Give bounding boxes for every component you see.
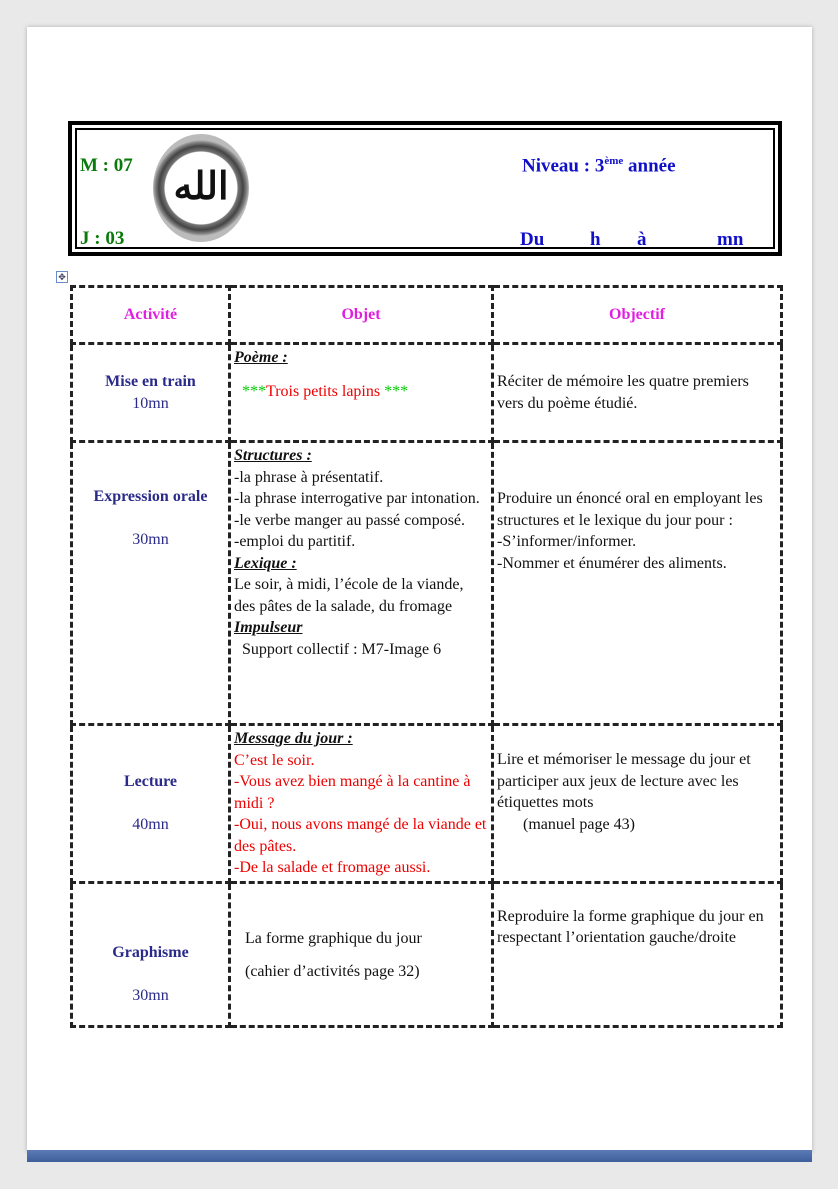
structures-title: Structures : <box>234 447 312 464</box>
header-box <box>68 121 782 256</box>
header-objet: Objet <box>230 287 493 344</box>
lexique-title: Lexique : <box>234 554 297 572</box>
header-objectif: Objectif <box>493 287 782 344</box>
message-line: -Vous avez bien mangé à la cantine à midi ? <box>234 773 471 812</box>
objet-cell <box>230 344 493 442</box>
level <box>522 155 676 177</box>
objectif-text: Reproduire la forme graphique du jour en respectant l’orientation gauche/droite <box>497 907 764 946</box>
objectif-item: -S’informer/informer. <box>497 533 637 550</box>
objet-line: (cahier d’activités page 32) <box>245 963 420 980</box>
objectif-cell <box>493 882 782 1026</box>
activity-name: Expression orale <box>93 487 208 505</box>
impulseur-text: Support collectif : M7-Image 6 <box>242 640 442 658</box>
calligraphy-logo <box>153 134 249 242</box>
objectif-text: Lire et mémoriser le message du jour et participer aux jeux de lecture avec les étiquettes mots <box>497 751 751 811</box>
objectif-cell <box>493 442 782 725</box>
table-header-row <box>72 287 782 344</box>
objet-cell <box>230 442 493 725</box>
activity-name: Graphisme <box>112 943 189 961</box>
time-mn: mn <box>717 229 744 250</box>
objectif-cell <box>493 725 782 883</box>
table-row <box>72 725 782 883</box>
objet-title: Poème : <box>234 349 288 366</box>
activity-duration: 10mn <box>132 394 169 412</box>
structure-item: -la phrase interrogative par intonation. <box>234 490 480 507</box>
message-line: C’est le soir. <box>234 751 315 769</box>
objet-line: La forme graphique du jour <box>245 929 422 947</box>
impulseur-title: Impulseur <box>234 619 303 636</box>
objet-cell <box>230 725 493 883</box>
table-row <box>72 882 782 1026</box>
level-suffix: année <box>623 155 676 177</box>
activity-cell <box>72 882 230 1026</box>
logo-text: الله <box>173 166 229 208</box>
table-move-handle-icon[interactable]: ✥ <box>56 271 68 283</box>
structure-item: -le verbe manger au passé composé. <box>234 511 466 529</box>
stars: *** <box>242 382 266 400</box>
time-a: à <box>637 229 647 250</box>
activity-duration: 30mn <box>132 986 169 1004</box>
activity-name: Mise en train <box>105 373 196 390</box>
table-row <box>72 442 782 725</box>
table-row <box>72 344 782 442</box>
header-activite: Activité <box>72 287 230 344</box>
objectif-ref: (manuel page 43) <box>523 815 635 833</box>
day-number: J : 03 <box>80 228 125 249</box>
activity-duration: 40mn <box>132 816 169 833</box>
message-line: -De la salade et fromage aussi. <box>234 859 431 876</box>
module-number: M : 07 <box>80 155 133 176</box>
structure-item: -emploi du partitif. <box>234 533 356 550</box>
time-h: h <box>590 229 601 250</box>
level-sup: ème <box>604 155 624 167</box>
message-title: Message du jour : <box>234 730 353 747</box>
objet-cell <box>230 882 493 1026</box>
stars: *** <box>380 382 409 400</box>
activity-cell <box>72 344 230 442</box>
activity-duration: 30mn <box>132 530 169 548</box>
activity-cell <box>72 442 230 725</box>
objectif-cell: Réciter de mémoire les quatre premiers vers du poème étudié. <box>493 344 782 442</box>
message-line: -Oui, nous avons mangé de la viande et des pâtes. <box>234 816 487 855</box>
objectif-item: -Nommer et énumérer des aliments. <box>497 554 727 572</box>
poem-title: Trois petits lapins <box>266 382 381 400</box>
time-du: Du <box>520 229 545 250</box>
activity-cell <box>72 725 230 883</box>
lexique-text: Le soir, à midi, l’école de la viande, des pâtes de la salade, du fromage <box>234 576 464 615</box>
objectif-text: Produire un énoncé oral en employant les structures et le lexique du jour pour : <box>497 490 763 529</box>
lesson-table <box>70 285 783 1028</box>
level-prefix: Niveau : 3 <box>522 155 605 177</box>
activity-name: Lecture <box>123 773 177 790</box>
page-footer-bar <box>27 1150 812 1162</box>
structure-item: -la phrase à présentatif. <box>234 468 384 486</box>
poem-line <box>234 381 488 403</box>
